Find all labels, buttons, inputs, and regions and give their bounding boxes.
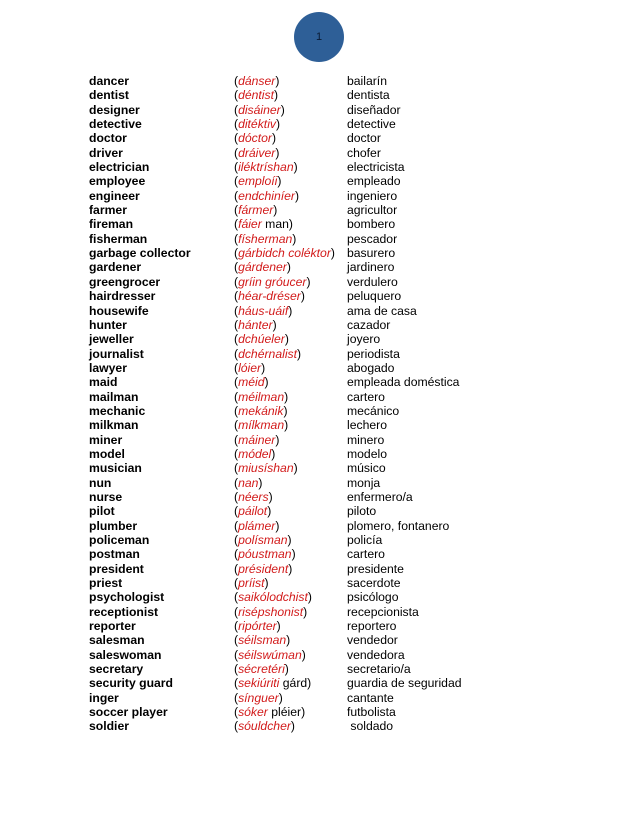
english-word: dentist <box>89 88 129 103</box>
english-word: president <box>89 561 144 576</box>
pronunciation: (polísman) <box>234 533 292 547</box>
vocab-row <box>89 533 609 547</box>
spanish-translation: cartero <box>347 547 385 562</box>
pronunciation-text: dráiver <box>238 145 276 160</box>
vocab-row <box>89 318 609 332</box>
vocab-row <box>89 447 609 461</box>
pronunciation-text: fáier <box>238 217 262 232</box>
spanish-translation: secretario/a <box>347 662 411 677</box>
vocabulary-list <box>89 74 609 734</box>
vocab-row <box>89 160 609 174</box>
pronunciation: (séilsman) <box>234 633 291 648</box>
pronunciation-text: méid <box>238 375 265 390</box>
pronunciation-text: gríin gróucer <box>238 274 307 289</box>
pronunciation: (déntist) <box>234 88 279 103</box>
pronunciation: (séilswúman) <box>234 647 306 662</box>
pronunciation: (fármer) <box>234 203 278 218</box>
spanish-translation: bailarín <box>347 74 387 88</box>
vocab-row <box>89 619 609 633</box>
pronunciation: (lóier) <box>234 360 266 375</box>
vocab-row <box>89 304 609 318</box>
pronunciation-text: sécretéri <box>238 662 285 677</box>
spanish-translation: abogado <box>347 360 395 375</box>
pronunciation: (módel) <box>234 446 276 461</box>
pronunciation: (nan) <box>234 475 263 490</box>
pronunciation: (méid) <box>234 375 269 390</box>
spanish-translation: ama de casa <box>347 303 417 318</box>
pronunciation-text: sóuldcher <box>238 719 291 734</box>
pronunciation: (saikólodchist) <box>234 590 312 605</box>
pronunciation: (gárbidch coléktor) <box>234 246 335 261</box>
pronunciation: (emploíi) <box>234 174 282 189</box>
pronunciation: (plámer) <box>234 518 280 533</box>
vocab-row <box>89 576 609 590</box>
vocab-row <box>89 547 609 561</box>
spanish-translation: vendedora <box>347 647 405 662</box>
vocab-row <box>89 461 609 475</box>
vocab-row <box>89 74 609 88</box>
pronunciation: (fáier man) <box>234 217 293 232</box>
english-word: gardener <box>89 260 142 275</box>
spanish-translation: monja <box>347 475 381 490</box>
pronunciation-text: séilswúman <box>238 647 302 662</box>
english-word: milkman <box>89 418 139 433</box>
spanish-translation: verdulero <box>347 274 398 289</box>
pronunciation: (iléktríshan) <box>234 160 298 175</box>
spanish-translation: joyero <box>347 332 381 347</box>
english-word: detective <box>89 117 142 132</box>
english-word: journalist <box>89 346 144 361</box>
pronunciation: (dchérnalist) <box>234 346 302 361</box>
vocab-row <box>89 504 609 518</box>
spanish-translation: psicólogo <box>347 590 399 605</box>
english-word: greengrocer <box>89 274 161 289</box>
spanish-translation: empleado <box>347 174 401 189</box>
vocab-row <box>89 648 609 662</box>
spanish-translation: bombero <box>347 217 396 232</box>
spanish-translation: peluquero <box>347 289 402 304</box>
vocab-row <box>89 662 609 676</box>
english-word: salesman <box>89 633 145 648</box>
pronunciation-text: fármer <box>238 203 274 218</box>
pronunciation: (néers) <box>234 489 273 504</box>
pronunciation: (páilot) <box>234 504 272 519</box>
pronunciation-plain: man <box>261 217 289 232</box>
vocab-row <box>89 361 609 375</box>
pronunciation-text: dánser <box>238 74 276 88</box>
pronunciation-text: néers <box>238 489 269 504</box>
pronunciation-text: máiner <box>238 432 276 447</box>
english-word: secretary <box>89 662 144 677</box>
english-word: hairdresser <box>89 289 156 304</box>
pronunciation: (hánter) <box>234 317 277 332</box>
english-word: dancer <box>89 74 129 88</box>
vocab-row <box>89 375 609 389</box>
english-word: driver <box>89 145 123 160</box>
pronunciation-text: endchiníer <box>238 188 295 203</box>
pronunciation: (ripórter) <box>234 619 281 634</box>
spanish-translation: mecánico <box>347 403 400 418</box>
pronunciation: (miusíshan) <box>234 461 298 476</box>
pronunciation-text: gárbidch coléktor <box>238 246 331 261</box>
english-word: musician <box>89 461 142 476</box>
spanish-translation: cazador <box>347 317 391 332</box>
pronunciation-text: dchérnalist <box>238 346 298 361</box>
pronunciation-text: dchúeler <box>238 332 285 347</box>
pronunciation-text: gárdener <box>238 260 287 275</box>
pronunciation-text: hánter <box>238 317 273 332</box>
english-word: lawyer <box>89 360 127 375</box>
vocab-row <box>89 562 609 576</box>
pronunciation: (máiner) <box>234 432 280 447</box>
spanish-translation: guardia de seguridad <box>347 676 462 691</box>
pronunciation: (físherman) <box>234 231 297 246</box>
pronunciation-text: lóier <box>238 360 262 375</box>
pronunciation-text: miusíshan <box>238 461 294 476</box>
english-word: security guard <box>89 676 173 691</box>
english-word: fireman <box>89 217 134 232</box>
pronunciation-text: déntist <box>238 88 274 103</box>
pronunciation: (endchiníer) <box>234 188 300 203</box>
vocab-row <box>89 691 609 705</box>
english-word: electrician <box>89 160 150 175</box>
spanish-translation: modelo <box>347 446 387 461</box>
vocab-row <box>89 590 609 604</box>
pronunciation-text: emploíi <box>238 174 278 189</box>
pronunciation: (méilman) <box>234 389 289 404</box>
english-word: nun <box>89 475 112 490</box>
pronunciation: (háus-uáif) <box>234 303 293 318</box>
pronunciation-text: disáiner <box>238 102 281 117</box>
english-word: receptionist <box>89 604 159 619</box>
pronunciation: (dánser) <box>234 74 280 88</box>
english-word: reporter <box>89 619 136 634</box>
spanish-translation: dentista <box>347 88 390 103</box>
vocab-row <box>89 203 609 217</box>
english-word: priest <box>89 576 123 591</box>
pronunciation: (sínguer) <box>234 690 283 705</box>
pronunciation: (risépshonist) <box>234 604 308 619</box>
pronunciation-text: háus-uáif <box>238 303 289 318</box>
pronunciation-text: sekiúriti <box>238 676 280 691</box>
vocab-row <box>89 404 609 418</box>
pronunciation-text: méilman <box>238 389 285 404</box>
spanish-translation: pescador <box>347 231 398 246</box>
english-word: farmer <box>89 203 127 218</box>
page-number: 1 <box>315 31 323 43</box>
spanish-translation: músico <box>347 461 386 476</box>
pronunciation: (disáiner) <box>234 102 285 117</box>
vocab-row <box>89 131 609 145</box>
pronunciation: (sóker pléier) <box>234 705 306 720</box>
spanish-translation: presidente <box>347 561 404 576</box>
vocab-row <box>89 633 609 647</box>
pronunciation: (sóuldcher) <box>234 719 295 734</box>
spanish-translation: vendedor <box>347 633 398 648</box>
vocab-row <box>89 217 609 231</box>
pronunciation-plain: pléier <box>267 705 302 720</box>
pronunciation-text: páilot <box>238 504 268 519</box>
pronunciation-text: nan <box>238 475 259 490</box>
english-word: nurse <box>89 489 123 504</box>
pronunciation-text: saikólodchist <box>238 590 308 605</box>
vocab-row <box>89 705 609 719</box>
english-word: fisherman <box>89 231 148 246</box>
vocab-row <box>89 103 609 117</box>
spanish-translation: reportero <box>347 619 397 634</box>
pronunciation-text: físherman <box>238 231 293 246</box>
english-word: employee <box>89 174 146 189</box>
pronunciation-text: príist <box>238 576 265 591</box>
pronunciation: (sekiúriti gárd) <box>234 676 312 691</box>
page-number-badge <box>294 12 344 62</box>
pronunciation-text: risépshonist <box>238 604 304 619</box>
pronunciation: (gárdener) <box>234 260 291 275</box>
spanish-translation: plomero, fontanero <box>347 518 450 533</box>
english-word: designer <box>89 102 140 117</box>
pronunciation: (príist) <box>234 576 269 591</box>
pronunciation-plain: gárd <box>279 676 308 691</box>
vocab-row <box>89 232 609 246</box>
vocab-row <box>89 719 609 733</box>
english-word: psychologist <box>89 590 165 605</box>
spanish-translation: empleada doméstica <box>347 375 460 390</box>
english-word: housewife <box>89 303 149 318</box>
english-word: doctor <box>89 131 127 146</box>
english-word: maid <box>89 375 118 390</box>
pronunciation-text: séilsman <box>238 633 287 648</box>
pronunciation: (póustman) <box>234 547 296 562</box>
pronunciation: (dóctor) <box>234 131 276 146</box>
spanish-translation: periodista <box>347 346 400 361</box>
english-word: garbage collector <box>89 246 191 261</box>
english-word: saleswoman <box>89 647 162 662</box>
english-word: mechanic <box>89 403 146 418</box>
spanish-translation: enfermero/a <box>347 489 413 504</box>
vocab-row <box>89 174 609 188</box>
vocab-row <box>89 260 609 274</box>
vocab-row <box>89 332 609 346</box>
english-word: soccer player <box>89 705 168 720</box>
pronunciation-text: ditéktiv <box>238 117 276 132</box>
spanish-translation: cartero <box>347 389 385 404</box>
vocab-row <box>89 117 609 131</box>
pronunciation: (dráiver) <box>234 145 280 160</box>
pronunciation-text: plámer <box>238 518 276 533</box>
vocab-row <box>89 433 609 447</box>
vocab-row <box>89 476 609 490</box>
spanish-translation: doctor <box>347 131 381 146</box>
pronunciation-text: mekánik <box>238 403 284 418</box>
vocab-row <box>89 347 609 361</box>
pronunciation-text: iléktríshan <box>238 160 294 175</box>
spanish-translation: lechero <box>347 418 387 433</box>
spanish-translation: minero <box>347 432 385 447</box>
pronunciation-text: sínguer <box>238 690 279 705</box>
english-word: pilot <box>89 504 115 519</box>
spanish-translation: diseñador <box>347 102 401 117</box>
spanish-translation: piloto <box>347 504 377 519</box>
pronunciation-text: módel <box>238 446 272 461</box>
english-word: policeman <box>89 533 150 547</box>
pronunciation: (président) <box>234 561 293 576</box>
english-word: inger <box>89 690 119 705</box>
english-word: mailman <box>89 389 139 404</box>
english-word: postman <box>89 547 140 562</box>
spanish-translation: recepcionista <box>347 604 419 619</box>
english-word: model <box>89 446 125 461</box>
english-word: engineer <box>89 188 140 203</box>
vocab-row <box>89 490 609 504</box>
pronunciation: (dchúeler) <box>234 332 289 347</box>
pronunciation: (héar-dréser) <box>234 289 305 304</box>
pronunciation-text: sóker <box>238 705 268 720</box>
vocab-row <box>89 605 609 619</box>
spanish-translation: agricultor <box>347 203 398 218</box>
spanish-translation: detective <box>347 117 396 132</box>
vocab-row <box>89 289 609 303</box>
pronunciation-text: dóctor <box>238 131 272 146</box>
vocab-row <box>89 88 609 102</box>
english-word: soldier <box>89 719 129 734</box>
english-word: plumber <box>89 518 138 533</box>
pronunciation: (mílkman) <box>234 418 289 433</box>
spanish-translation: policía <box>347 533 383 547</box>
pronunciation: (mekánik) <box>234 403 288 418</box>
spanish-translation: futbolista <box>347 705 396 720</box>
english-word: miner <box>89 432 123 447</box>
vocab-row <box>89 246 609 260</box>
spanish-translation: soldado <box>347 719 394 734</box>
vocab-row <box>89 519 609 533</box>
spanish-translation: basurero <box>347 246 396 261</box>
english-word: jeweller <box>89 332 134 347</box>
english-word: hunter <box>89 317 127 332</box>
pronunciation-text: póustman <box>238 547 292 562</box>
pronunciation-text: mílkman <box>238 418 285 433</box>
vocab-row <box>89 418 609 432</box>
vocab-row <box>89 146 609 160</box>
pronunciation: (gríin gróucer) <box>234 274 311 289</box>
spanish-translation: chofer <box>347 145 381 160</box>
spanish-translation: ingeniero <box>347 188 398 203</box>
pronunciation-text: héar-dréser <box>238 289 301 304</box>
vocab-row <box>89 390 609 404</box>
pronunciation: (ditéktiv) <box>234 117 281 132</box>
spanish-translation: electricista <box>347 160 405 175</box>
vocab-row <box>89 189 609 203</box>
pronunciation: (sécretéri) <box>234 662 289 677</box>
pronunciation-text: polísman <box>238 533 288 547</box>
spanish-translation: cantante <box>347 690 394 705</box>
pronunciation-text: ripórter <box>238 619 277 634</box>
vocab-row <box>89 275 609 289</box>
spanish-translation: jardinero <box>347 260 395 275</box>
pronunciation-text: président <box>238 561 289 576</box>
spanish-translation: sacerdote <box>347 576 401 591</box>
vocab-row <box>89 676 609 690</box>
